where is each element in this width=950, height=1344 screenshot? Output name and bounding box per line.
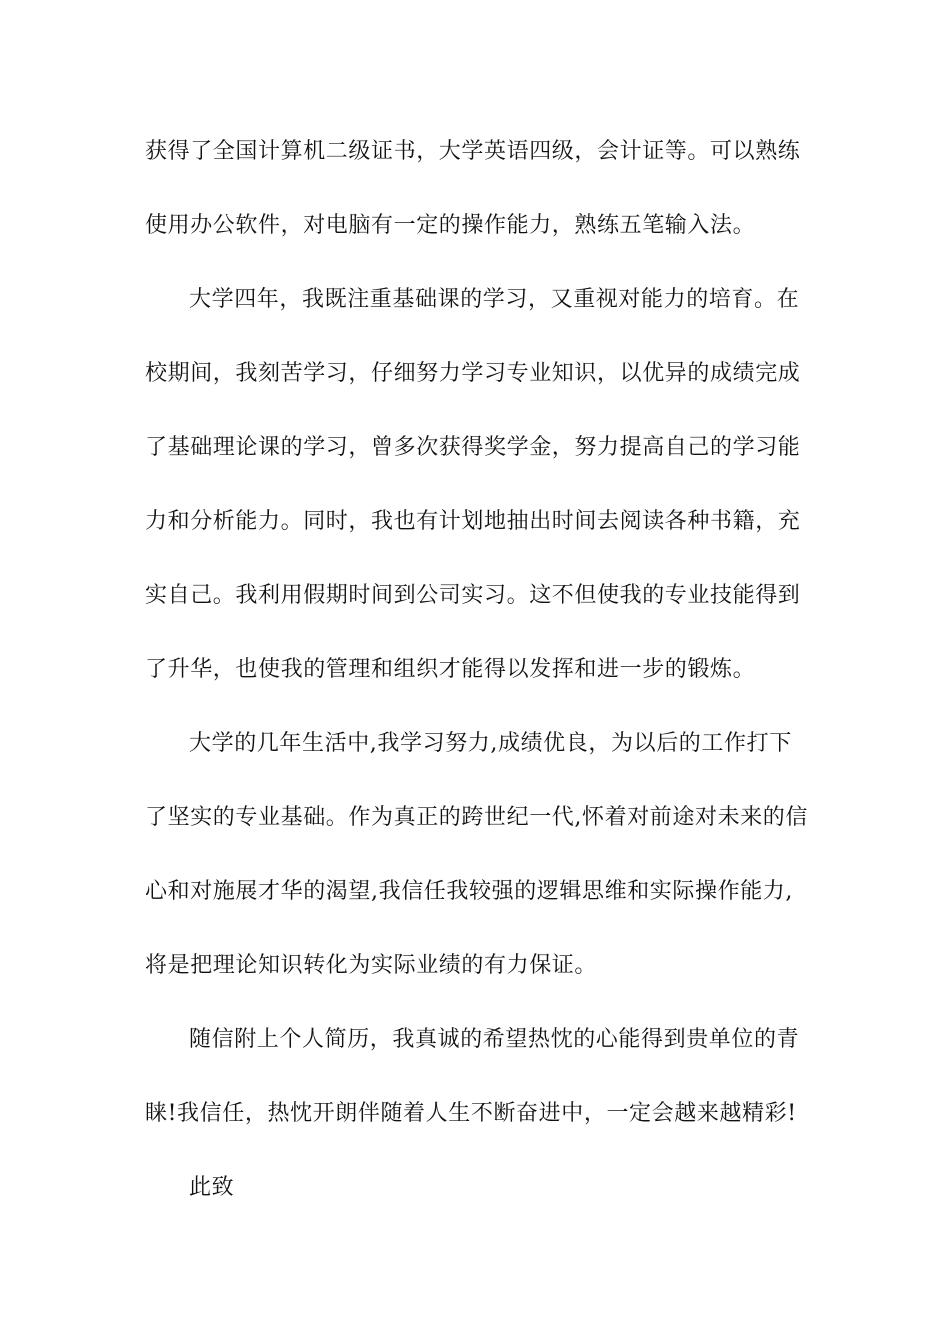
paragraph-3-line-2: 了坚实的专业基础。作为真正的跨世纪一代,怀着对前途对未来的信 [145, 805, 808, 830]
paragraph-4-line-1: 随信附上个人简历，我真诚的希望热忱的心能得到贵单位的青 [189, 1027, 800, 1052]
paragraph-1-line-1: 获得了全国计算机二级证书，大学英语四级，会计证等。可以熟练 [145, 139, 801, 164]
paragraph-3-line-1: 大学的几年生活中,我学习努力,成绩优良，为以后的工作打下 [189, 731, 792, 756]
closing-salutation: 此致 [189, 1175, 235, 1200]
paragraph-2-line-3: 了基础理论课的学习，曾多次获得奖学金，努力提高自己的学习能 [145, 435, 801, 460]
paragraph-3-line-3: 心和对施展才华的渴望,我信任我较强的逻辑思维和实际操作能力, [145, 879, 793, 904]
paragraph-2-line-6: 了升华，也使我的管理和组织才能得以发挥和进一步的锻炼。 [145, 657, 756, 682]
paragraph-2-line-4: 力和分析能力。同时，我也有计划地抽出时间去阅读各种书籍，充 [145, 509, 801, 534]
paragraph-1-line-2: 使用办公软件，对电脑有一定的操作能力，熟练五笔输入法。 [145, 213, 756, 238]
paragraph-2-line-5: 实自己。我利用假期时间到公司实习。这不但使我的专业技能得到 [145, 583, 801, 608]
paragraph-3-line-4: 将是把理论知识转化为实际业绩的有力保证。 [145, 953, 598, 978]
paragraph-2-line-1: 大学四年，我既注重基础课的学习，又重视对能力的培育。在 [189, 287, 800, 312]
paragraph-2-line-2: 校期间，我刻苦学习，仔细努力学习专业知识，以优异的成绩完成 [145, 361, 801, 386]
paragraph-4-line-2: 睐!我信任，热忱开朗伴随着人生不断奋进中，一定会越来越精彩! [145, 1101, 797, 1126]
